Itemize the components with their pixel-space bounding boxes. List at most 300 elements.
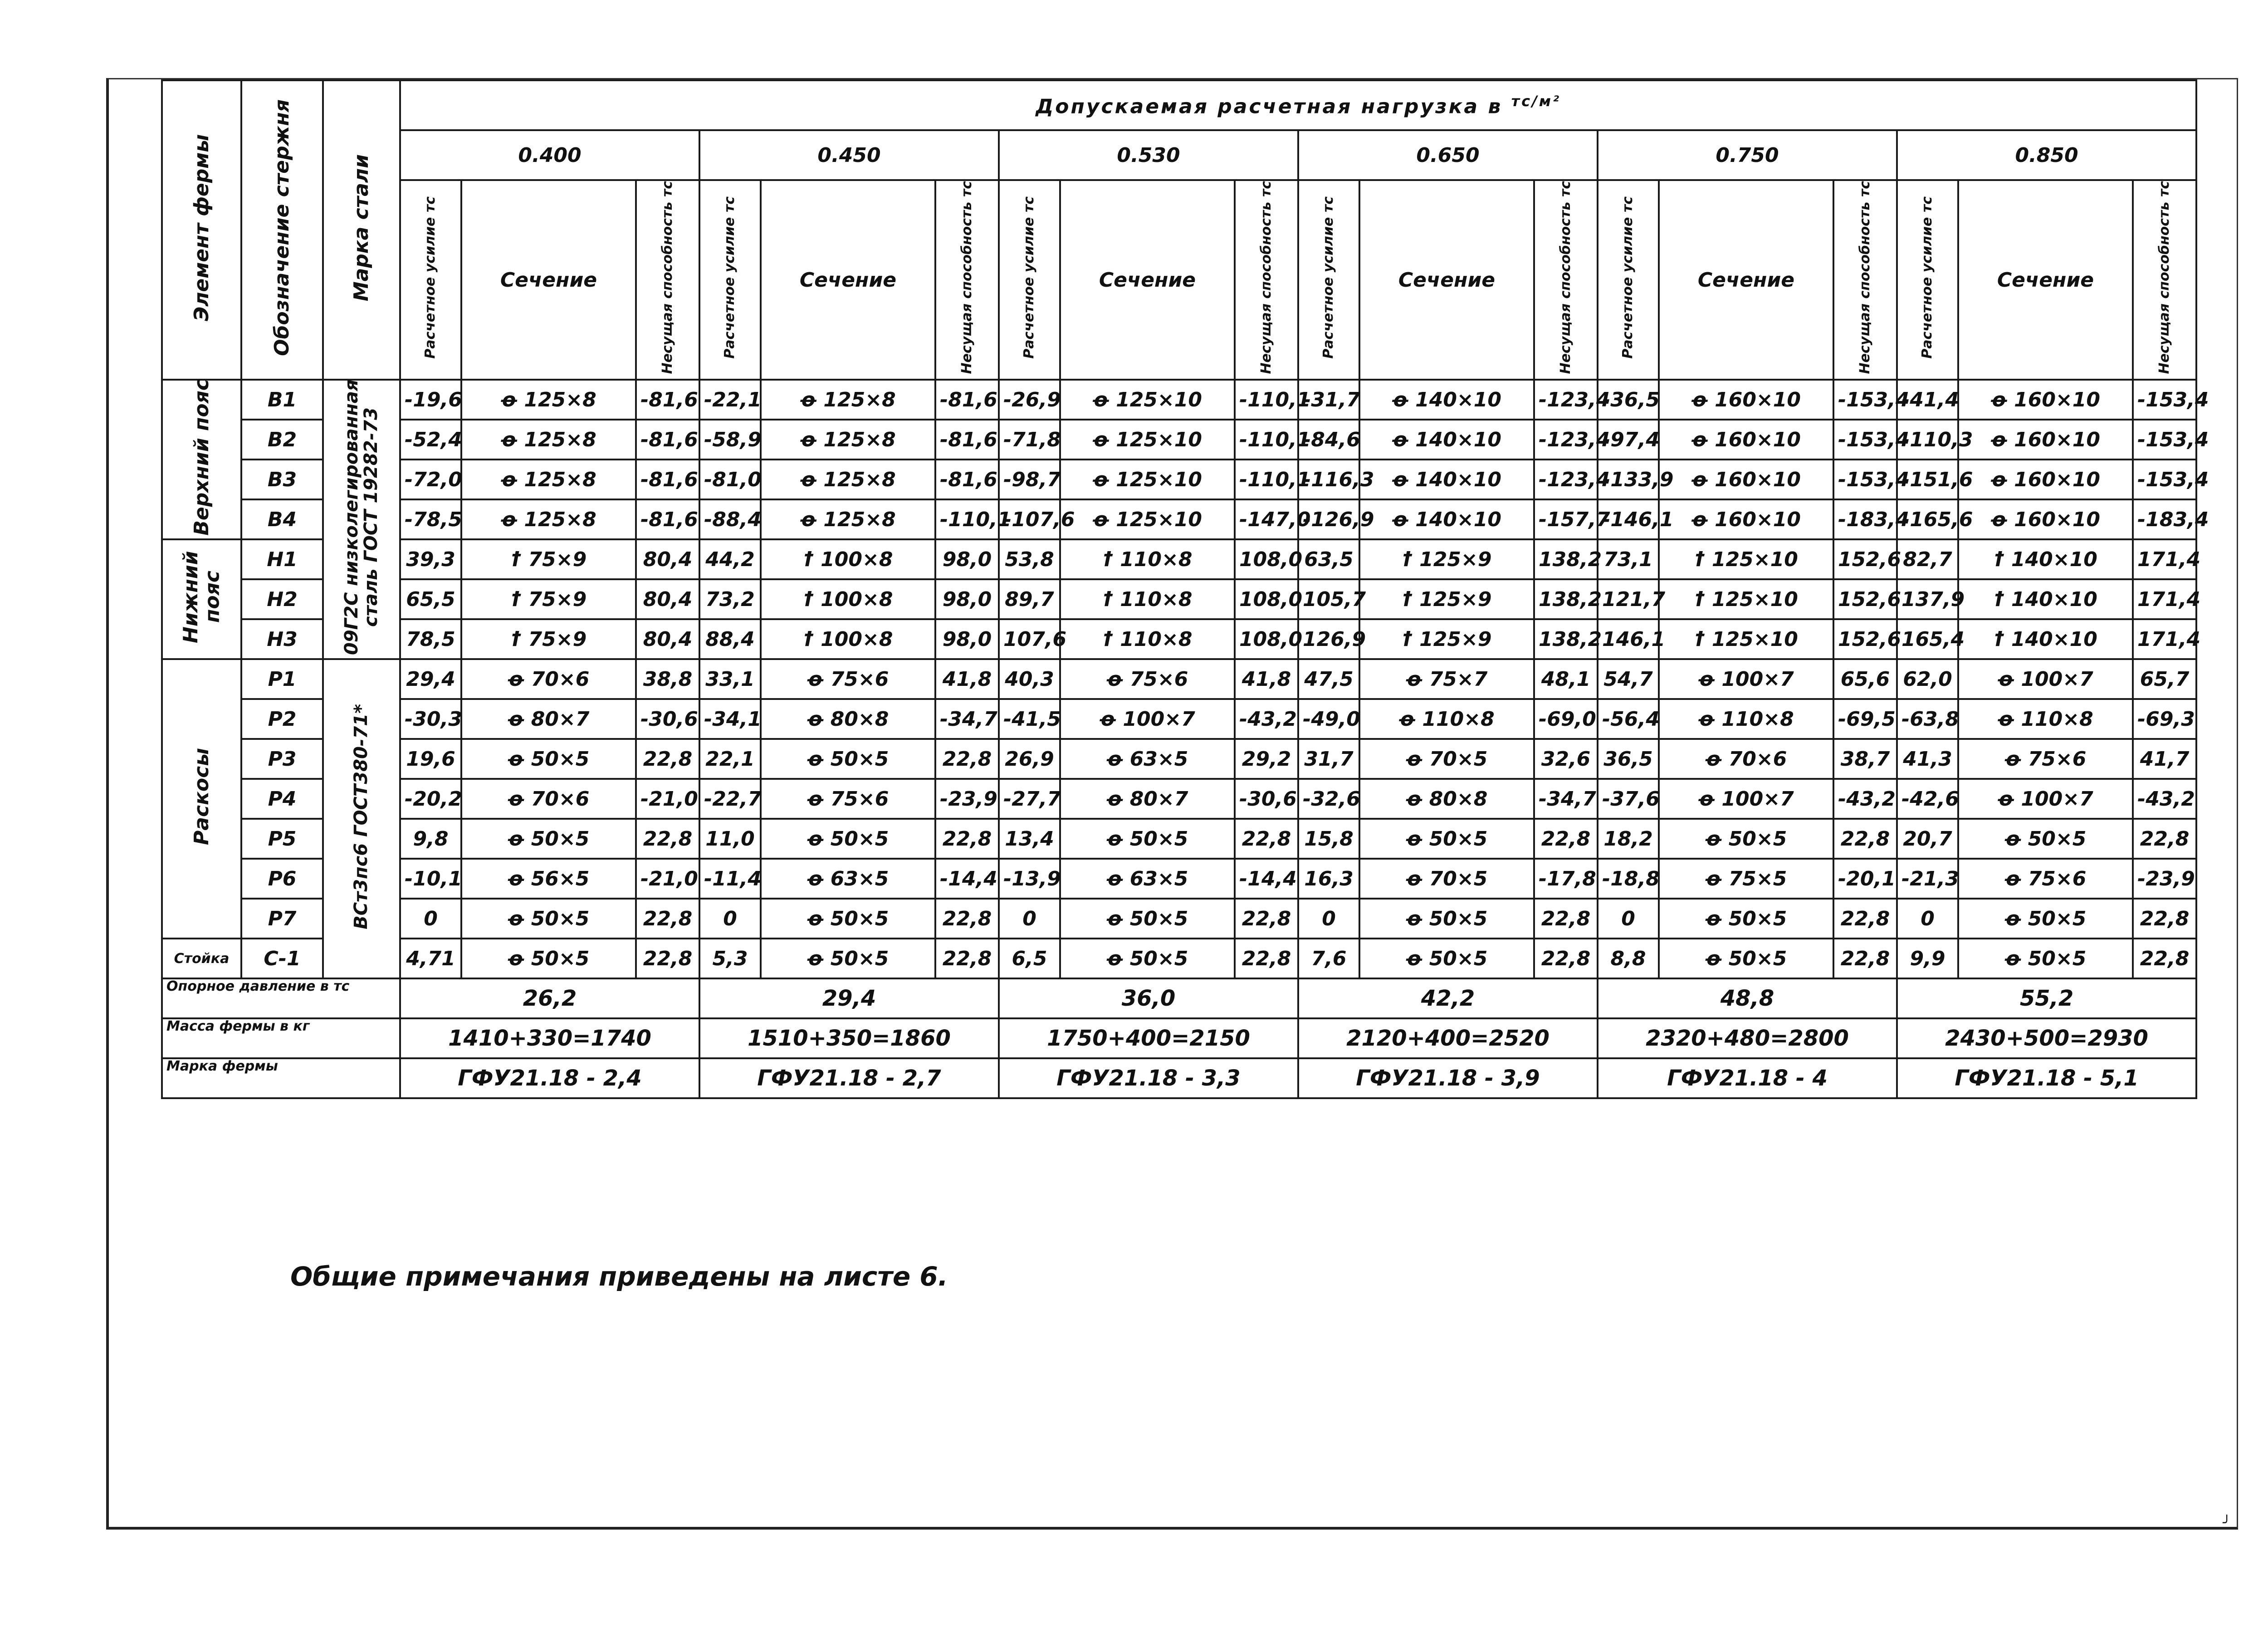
section: ꝋ 100×7 <box>1958 659 2133 699</box>
design-force: 29,4 <box>400 659 461 699</box>
load-capacity: 171,4 <box>2133 619 2196 659</box>
design-force: -133,9 <box>1598 460 1659 499</box>
section: ꝋ 70×5 <box>1359 859 1534 899</box>
table-row <box>162 499 2196 539</box>
load-capacity: 138,2 <box>1534 619 1598 659</box>
subheader-force: Расчетное усилие тс <box>699 180 761 380</box>
design-force: 16,3 <box>1298 859 1359 899</box>
design-force: 54,7 <box>1598 659 1659 699</box>
section: ꝋ 125×8 <box>461 420 636 460</box>
load-capacity: -23,9 <box>935 779 999 819</box>
design-force: -18,8 <box>1598 859 1659 899</box>
table-row <box>162 460 2196 499</box>
load-capacity: -153,4 <box>2133 420 2196 460</box>
truss-mass-value: 1510+350=1860 <box>699 1018 999 1058</box>
design-force: 73,1 <box>1598 539 1659 579</box>
load-table-container <box>161 79 2209 1099</box>
design-force: -71,8 <box>999 420 1060 460</box>
table-row <box>162 899 2196 939</box>
design-force: -98,7 <box>999 460 1060 499</box>
load-header-3: 0.650 <box>1298 130 1598 180</box>
design-force: 165,4 <box>1897 619 1958 659</box>
load-capacity: 22,8 <box>2133 939 2196 978</box>
section: ꝉ 140×10 <box>1958 579 2133 619</box>
section: ꝋ 125×8 <box>761 499 935 539</box>
subheader-capacity: Несущая способность тс <box>1235 180 1298 380</box>
section: ꝋ 80×8 <box>761 699 935 739</box>
section: ꝉ 140×10 <box>1958 539 2133 579</box>
load-capacity: -183,4 <box>1833 499 1897 539</box>
load-capacity: -81,6 <box>636 460 699 499</box>
section: ꝋ 75×6 <box>761 779 935 819</box>
section: ꝋ 75×6 <box>761 659 935 699</box>
table-row <box>162 699 2196 739</box>
section: ꝋ 70×6 <box>1659 739 1833 779</box>
design-force: 8,8 <box>1598 939 1659 978</box>
design-force: 44,2 <box>699 539 761 579</box>
section: ꝉ 110×8 <box>1060 579 1235 619</box>
design-force: -20,2 <box>400 779 461 819</box>
support-pressure-value: 36,0 <box>999 978 1298 1018</box>
design-force: 0 <box>699 899 761 939</box>
load-capacity: -81,6 <box>636 380 699 420</box>
table-summary <box>162 978 2196 1098</box>
load-capacity: 41,7 <box>2133 739 2196 779</box>
design-force: 22,1 <box>699 739 761 779</box>
load-capacity: 22,8 <box>1235 939 1298 978</box>
section: ꝋ 125×8 <box>461 499 636 539</box>
design-force: -26,9 <box>999 380 1060 420</box>
design-force: 107,6 <box>999 619 1060 659</box>
section: ꝋ 100×7 <box>1958 779 2133 819</box>
member-designation: B3 <box>241 460 323 499</box>
section: ꝋ 70×6 <box>461 779 636 819</box>
subheader-force: Расчетное усилие тс <box>1897 180 1958 380</box>
section: ꝉ 125×9 <box>1359 539 1534 579</box>
load-capacity: -123,4 <box>1534 420 1598 460</box>
design-force: 0 <box>999 899 1060 939</box>
load-capacity: 171,4 <box>2133 539 2196 579</box>
design-force: 63,5 <box>1298 539 1359 579</box>
design-force: 89,7 <box>999 579 1060 619</box>
support-pressure-label: Опорное давление в тс <box>162 978 400 1018</box>
load-capacity: 152,6 <box>1833 539 1897 579</box>
section: ꝋ 125×8 <box>461 380 636 420</box>
design-force: 26,9 <box>999 739 1060 779</box>
steel-grade-label: ВСт3пс6 ГОСТ380-71* <box>351 704 372 929</box>
section: ꝋ 70×5 <box>1359 739 1534 779</box>
design-force: 40,3 <box>999 659 1060 699</box>
design-force: 20,7 <box>1897 819 1958 859</box>
load-capacity: -30,6 <box>1235 779 1298 819</box>
section: ꝋ 125×10 <box>1060 380 1235 420</box>
section: ꝋ 80×7 <box>1060 779 1235 819</box>
load-capacity: 152,6 <box>1833 579 1897 619</box>
load-header-1: 0.450 <box>699 130 999 180</box>
section: ꝋ 160×10 <box>1659 420 1833 460</box>
load-capacity: 22,8 <box>2133 819 2196 859</box>
section: ꝉ 140×10 <box>1958 619 2133 659</box>
table-title: Допускаемая расчетная нагрузка в $^{тс/м^2}$ <box>400 80 2196 130</box>
member-designation: P5 <box>241 819 323 859</box>
load-capacity: 65,6 <box>1833 659 1897 699</box>
table-row <box>162 539 2196 579</box>
section: ꝋ 50×5 <box>1958 939 2133 978</box>
load-capacity: 48,1 <box>1534 659 1598 699</box>
design-force: -41,5 <box>999 699 1060 739</box>
load-capacity: -81,6 <box>636 499 699 539</box>
truss-mass-value: 2320+480=2800 <box>1598 1018 1897 1058</box>
section: ꝋ 63×5 <box>1060 859 1235 899</box>
header-element: Элемент фермы <box>162 80 241 380</box>
section: ꝉ 125×10 <box>1659 579 1833 619</box>
load-capacity: -43,2 <box>1833 779 1897 819</box>
design-force: -36,5 <box>1598 380 1659 420</box>
load-capacity: 22,8 <box>1534 819 1598 859</box>
design-force: 13,4 <box>999 819 1060 859</box>
load-capacity: -14,4 <box>935 859 999 899</box>
load-capacity: 22,8 <box>1833 899 1897 939</box>
load-capacity: 22,8 <box>636 899 699 939</box>
section: ꝋ 50×5 <box>1659 819 1833 859</box>
section: ꝋ 75×5 <box>1659 859 1833 899</box>
subheader-force: Расчетное усилие тс <box>999 180 1060 380</box>
load-capacity: 65,7 <box>2133 659 2196 699</box>
member-designation: P6 <box>241 859 323 899</box>
design-force: 4,71 <box>400 939 461 978</box>
load-capacity: -123,4 <box>1534 460 1598 499</box>
element-group-label: Раскосы <box>190 748 213 845</box>
design-force: -110,3 <box>1897 420 1958 460</box>
design-force: 78,5 <box>400 619 461 659</box>
subheader-section: Сечение <box>1659 180 1833 380</box>
design-force: -146,1 <box>1598 499 1659 539</box>
load-capacity: -153,4 <box>1833 460 1897 499</box>
load-capacity: 32,6 <box>1534 739 1598 779</box>
section: ꝋ 110×8 <box>1359 699 1534 739</box>
section: ꝉ 125×9 <box>1359 579 1534 619</box>
design-force: 6,5 <box>999 939 1060 978</box>
member-designation: H2 <box>241 579 323 619</box>
header-steel: Марка стали <box>323 80 400 380</box>
section: ꝋ 110×8 <box>1659 699 1833 739</box>
support-pressure-value: 55,2 <box>1897 978 2196 1018</box>
section: ꝋ 75×6 <box>1060 659 1235 699</box>
subheader-section: Сечение <box>461 180 636 380</box>
load-capacity: 22,8 <box>1833 819 1897 859</box>
support-pressure-value: 29,4 <box>699 978 999 1018</box>
table-row <box>162 579 2196 619</box>
load-capacity: 22,8 <box>2133 899 2196 939</box>
support-pressure-value: 48,8 <box>1598 978 1897 1018</box>
design-force: 0 <box>1298 899 1359 939</box>
section: ꝋ 125×10 <box>1060 420 1235 460</box>
load-capacity: -21,0 <box>636 779 699 819</box>
load-capacity: -34,7 <box>935 699 999 739</box>
design-force: 11,0 <box>699 819 761 859</box>
load-capacity: -153,4 <box>1833 420 1897 460</box>
load-table <box>161 79 2209 1099</box>
design-force: -97,4 <box>1598 420 1659 460</box>
load-capacity: -183,4 <box>2133 499 2196 539</box>
steel-grade <box>323 659 400 978</box>
element-group: Стойка <box>162 939 241 978</box>
section: ꝋ 160×10 <box>1958 460 2133 499</box>
load-capacity: -81,6 <box>935 420 999 460</box>
load-capacity: 22,8 <box>1534 899 1598 939</box>
section: ꝋ 160×10 <box>1659 460 1833 499</box>
load-capacity: -157,7 <box>1534 499 1598 539</box>
load-capacity: -43,2 <box>1235 699 1298 739</box>
member-designation: P7 <box>241 899 323 939</box>
design-force: 146,1 <box>1598 619 1659 659</box>
design-force: -22,7 <box>699 779 761 819</box>
design-force: -52,4 <box>400 420 461 460</box>
truss-mass-value: 1750+400=2150 <box>999 1018 1298 1058</box>
design-force: -72,0 <box>400 460 461 499</box>
load-capacity: 38,7 <box>1833 739 1897 779</box>
design-force: 0 <box>1897 899 1958 939</box>
design-force: 105,7 <box>1298 579 1359 619</box>
member-designation: B1 <box>241 380 323 420</box>
load-capacity: -69,0 <box>1534 699 1598 739</box>
load-capacity: 22,8 <box>1833 939 1897 978</box>
section: ꝋ 50×5 <box>1060 819 1235 859</box>
design-force: 65,5 <box>400 579 461 619</box>
design-force: -13,9 <box>999 859 1060 899</box>
section: ꝋ 80×8 <box>1359 779 1534 819</box>
section: ꝋ 140×10 <box>1359 420 1534 460</box>
load-capacity: 22,8 <box>935 819 999 859</box>
load-capacity: -123,4 <box>1534 380 1598 420</box>
load-capacity: 22,8 <box>935 899 999 939</box>
load-capacity: -110,1 <box>1235 460 1298 499</box>
load-capacity: 108,0 <box>1235 539 1298 579</box>
member-designation: P2 <box>241 699 323 739</box>
design-force: 19,6 <box>400 739 461 779</box>
section: ꝋ 50×5 <box>1359 939 1534 978</box>
section: ꝋ 50×5 <box>461 899 636 939</box>
subheader-force: Расчетное усилие тс <box>1298 180 1359 380</box>
load-capacity: -23,9 <box>2133 859 2196 899</box>
member-designation: B4 <box>241 499 323 539</box>
section: ꝉ 125×9 <box>1359 619 1534 659</box>
support-pressure-value: 26,2 <box>400 978 699 1018</box>
design-force: -21,3 <box>1897 859 1958 899</box>
section: ꝋ 50×5 <box>461 819 636 859</box>
section: ꝋ 63×5 <box>1060 739 1235 779</box>
design-force: -22,1 <box>699 380 761 420</box>
design-force: 0 <box>400 899 461 939</box>
load-capacity: -21,0 <box>636 859 699 899</box>
load-capacity: 98,0 <box>935 579 999 619</box>
steel-grade-label: 09Г2С низколегированная сталь ГОСТ 19282-73 <box>341 379 381 655</box>
load-capacity: 22,8 <box>935 739 999 779</box>
load-capacity: 22,8 <box>636 739 699 779</box>
load-capacity: 22,8 <box>1534 939 1598 978</box>
load-capacity: -110,1 <box>1235 380 1298 420</box>
table-row <box>162 739 2196 779</box>
load-capacity: -81,6 <box>935 380 999 420</box>
load-capacity: -81,6 <box>636 420 699 460</box>
design-force: -84,6 <box>1298 420 1359 460</box>
load-capacity: -110,1 <box>1235 420 1298 460</box>
design-force: 9,8 <box>400 819 461 859</box>
load-capacity: 98,0 <box>935 619 999 659</box>
load-capacity: 108,0 <box>1235 579 1298 619</box>
subheader-section: Сечение <box>1359 180 1534 380</box>
design-force: 15,8 <box>1298 819 1359 859</box>
truss-mark-value: ГФУ21.18 - 2,7 <box>699 1058 999 1098</box>
load-capacity: -110,1 <box>935 499 999 539</box>
section: ꝋ 110×8 <box>1958 699 2133 739</box>
truss-mass-label: Масса фермы в кг <box>162 1018 400 1058</box>
section: ꝋ 125×8 <box>761 420 935 460</box>
section: ꝋ 80×7 <box>461 699 636 739</box>
load-capacity: 80,4 <box>636 619 699 659</box>
load-capacity: 80,4 <box>636 539 699 579</box>
section: ꝋ 100×7 <box>1060 699 1235 739</box>
subheader-section: Сечение <box>761 180 935 380</box>
section: ꝉ 125×10 <box>1659 539 1833 579</box>
section: ꝋ 50×5 <box>761 819 935 859</box>
section: ꝉ 110×8 <box>1060 539 1235 579</box>
load-capacity: 29,2 <box>1235 739 1298 779</box>
design-force: 0 <box>1598 899 1659 939</box>
design-force: -107,6 <box>999 499 1060 539</box>
section: ꝋ 160×10 <box>1958 499 2133 539</box>
section: ꝋ 50×5 <box>1359 819 1534 859</box>
load-capacity: 80,4 <box>636 579 699 619</box>
design-force: 82,7 <box>1897 539 1958 579</box>
section: ꝋ 50×5 <box>1659 939 1833 978</box>
section: ꝋ 125×8 <box>761 380 935 420</box>
section: ꝋ 50×5 <box>1359 899 1534 939</box>
design-force: 88,4 <box>699 619 761 659</box>
steel-grade <box>323 380 400 659</box>
element-group <box>162 659 241 939</box>
design-force: 36,5 <box>1598 739 1659 779</box>
load-capacity: -17,8 <box>1534 859 1598 899</box>
design-force: 7,6 <box>1298 939 1359 978</box>
section: ꝋ 140×10 <box>1359 499 1534 539</box>
section: ꝋ 50×5 <box>461 939 636 978</box>
section: ꝉ 75×9 <box>461 619 636 659</box>
subheader-section: Сечение <box>1958 180 2133 380</box>
design-force: -88,4 <box>699 499 761 539</box>
design-force: -10,1 <box>400 859 461 899</box>
load-capacity: 22,8 <box>935 939 999 978</box>
load-capacity: -43,2 <box>2133 779 2196 819</box>
table-row <box>162 779 2196 819</box>
truss-mass-value: 2120+400=2520 <box>1298 1018 1598 1058</box>
section: ꝋ 50×5 <box>761 739 935 779</box>
table-row <box>162 420 2196 460</box>
design-force: -30,3 <box>400 699 461 739</box>
design-force: -116,3 <box>1298 460 1359 499</box>
design-force: -78,5 <box>400 499 461 539</box>
design-force: 39,3 <box>400 539 461 579</box>
subheader-force: Расчетное усилие тс <box>1598 180 1659 380</box>
section: ꝋ 140×10 <box>1359 380 1534 420</box>
section: ꝉ 100×8 <box>761 579 935 619</box>
section: ꝉ 100×8 <box>761 619 935 659</box>
load-capacity: 22,8 <box>1235 899 1298 939</box>
load-capacity: -147,0 <box>1235 499 1298 539</box>
load-header-4: 0.750 <box>1598 130 1897 180</box>
member-designation: C-1 <box>241 939 323 978</box>
load-capacity: 108,0 <box>1235 619 1298 659</box>
truss-mass-value: 1410+330=1740 <box>400 1018 699 1058</box>
section: ꝋ 75×6 <box>1958 739 2133 779</box>
design-force: 121,7 <box>1598 579 1659 619</box>
element-group-label: Нижний пояс <box>179 551 224 643</box>
section: ꝉ 75×9 <box>461 539 636 579</box>
member-designation: P3 <box>241 739 323 779</box>
truss-mark-value: ГФУ21.18 - 5,1 <box>1897 1058 2196 1098</box>
section: ꝉ 100×8 <box>761 539 935 579</box>
section: ꝋ 50×5 <box>1958 899 2133 939</box>
load-capacity: -153,4 <box>2133 460 2196 499</box>
truss-mark-value: ГФУ21.18 - 2,4 <box>400 1058 699 1098</box>
load-header-0: 0.400 <box>400 130 699 180</box>
section: ꝋ 160×10 <box>1958 380 2133 420</box>
section: ꝋ 50×5 <box>461 739 636 779</box>
subheader-capacity: Несущая способность тс <box>636 180 699 380</box>
design-force: -56,4 <box>1598 699 1659 739</box>
section: ꝋ 125×8 <box>761 460 935 499</box>
design-force: -81,0 <box>699 460 761 499</box>
load-capacity: 138,2 <box>1534 539 1598 579</box>
design-force: 62,0 <box>1897 659 1958 699</box>
table-row <box>162 659 2196 699</box>
section: ꝋ 125×8 <box>461 460 636 499</box>
section: ꝉ 75×9 <box>461 579 636 619</box>
design-force: -11,4 <box>699 859 761 899</box>
load-capacity: -69,5 <box>1833 699 1897 739</box>
design-force: -27,7 <box>999 779 1060 819</box>
truss-mark-label: Марка фермы <box>162 1058 400 1098</box>
section: ꝋ 125×10 <box>1060 460 1235 499</box>
design-force: -34,1 <box>699 699 761 739</box>
table-row <box>162 859 2196 899</box>
section: ꝋ 50×5 <box>1958 819 2133 859</box>
load-capacity: -153,4 <box>2133 380 2196 420</box>
subheader-capacity: Несущая способность тс <box>935 180 999 380</box>
design-force: -37,6 <box>1598 779 1659 819</box>
design-force: -126,9 <box>1298 499 1359 539</box>
member-designation: B2 <box>241 420 323 460</box>
load-header-2: 0.530 <box>999 130 1298 180</box>
subheader-capacity: Несущая способность тс <box>1833 180 1897 380</box>
section: ꝋ 160×10 <box>1659 380 1833 420</box>
section: ꝋ 70×6 <box>461 659 636 699</box>
design-force: -32,6 <box>1298 779 1359 819</box>
design-force: -42,6 <box>1897 779 1958 819</box>
section: ꝋ 100×7 <box>1659 779 1833 819</box>
subheader-section: Сечение <box>1060 180 1235 380</box>
general-notes: Общие примечания приведены на листе 6. <box>290 1261 948 1292</box>
section: ꝉ 110×8 <box>1060 619 1235 659</box>
support-pressure-value: 42,2 <box>1298 978 1598 1018</box>
design-force: 41,3 <box>1897 739 1958 779</box>
design-force: 73,2 <box>699 579 761 619</box>
table-row <box>162 619 2196 659</box>
design-force: 18,2 <box>1598 819 1659 859</box>
design-force: -41,4 <box>1897 380 1958 420</box>
load-capacity: 22,8 <box>636 819 699 859</box>
load-capacity: -20,1 <box>1833 859 1897 899</box>
